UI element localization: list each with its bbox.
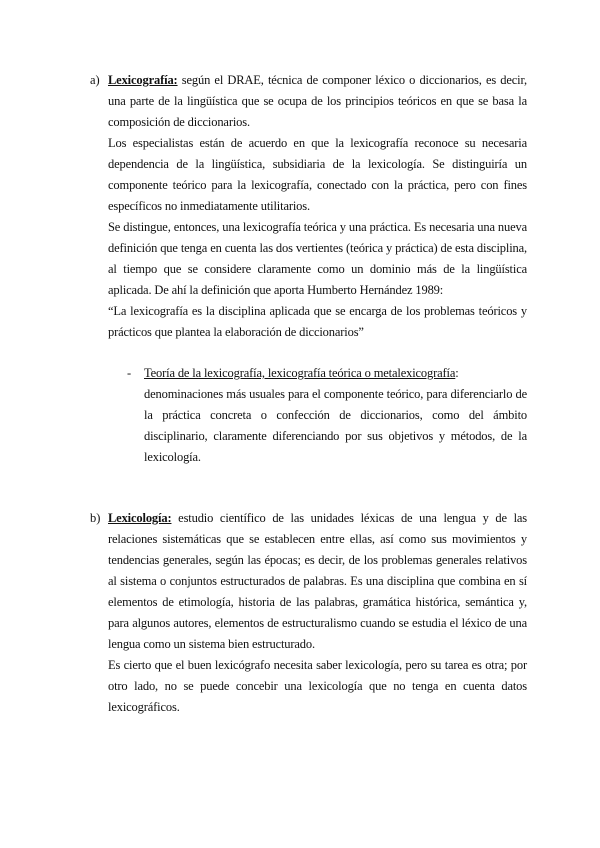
section-a-body <box>108 70 527 343</box>
section-b-definition-paragraph <box>108 508 527 655</box>
section-b-definition: estudio científico de las unidades léxicas de una lengua y de las relaciones sistemáticas que se establecen entre ellas, así como sus movimientos y tendencias generales, según las épocas; es decir, de los problemas generales relativos al sistema o conjuntos estructurados de palabras. Es una disciplina que combina en sí elementos de etimología, historia de las palabras, gramática histórica, semántica y, para algunos autores, elementos de estructuralismo cuando se estudia el léxico de una lengua como un sistema bien estructurado. <box>108 511 527 651</box>
section-b-body <box>108 508 527 718</box>
section-b-paragraph-2: Es cierto que el buen lexicógrafo necesita saber lexicología, pero su tarea es otra; por otro lado, no se puede concebir una lexicología que no tenga en cuenta datos lexicográficos. <box>108 658 527 714</box>
subitem-text: denominaciones más usuales para el componente teórico, para diferenciarlo de la práctica concreta o confección de diccionarios, como del ámbito disciplinario, claramente diferenciando por sus objetivos y métodos, de la lexicología. <box>144 387 527 464</box>
subitem <box>127 363 527 468</box>
section-a-term: Lexicografía: <box>108 73 178 87</box>
section-a-quote: “La lexicografía es la disciplina aplicada que se encarga de los problemas teóricos y prácticos que plantea la elaboración de diccionarios” <box>108 304 527 339</box>
section-a-marker: a) <box>90 73 100 87</box>
section-a-paragraph-2: Los especialistas están de acuerdo en que la lexicografía reconoce su necesaria dependencia de la lingüística, subsidiaria de la lexicología. Se distinguiría un componente teórico para la lexicografía, conectado con la práctica, pero con fines específicos no inmediatamente utilitarios. <box>108 136 527 213</box>
subitem-title: Teoría de la lexicografía, lexicografía teórica o metalexicografía <box>144 366 456 380</box>
subitem-colon: : <box>455 366 459 380</box>
section-b-term: Lexicología: <box>108 511 172 525</box>
subitem-dash: - <box>127 366 132 380</box>
section-a <box>90 70 527 343</box>
section-a-paragraph-3: Se distingue, entonces, una lexicografía teórica y una práctica. Es necesaria una nueva definición que tenga en cuenta las dos vertientes (teórica y práctica) de esta disciplina, al tiempo que se considere claramente como un dominio más de la lingüística aplicada. De ahí la definición que aporta Humberto Hernández 1989: <box>108 220 527 297</box>
subitem-body <box>144 363 527 468</box>
section-a-definition: según el DRAE, técnica de componer léxico o diccionarios, es decir, una parte de la lingüística que se ocupa de los principios teóricos en que se basa la composición de diccionarios. <box>108 73 527 129</box>
section-b <box>90 508 527 718</box>
subitem-title-line <box>144 363 527 384</box>
section-b-marker: b) <box>90 511 101 525</box>
section-a-definition-paragraph <box>108 70 527 133</box>
